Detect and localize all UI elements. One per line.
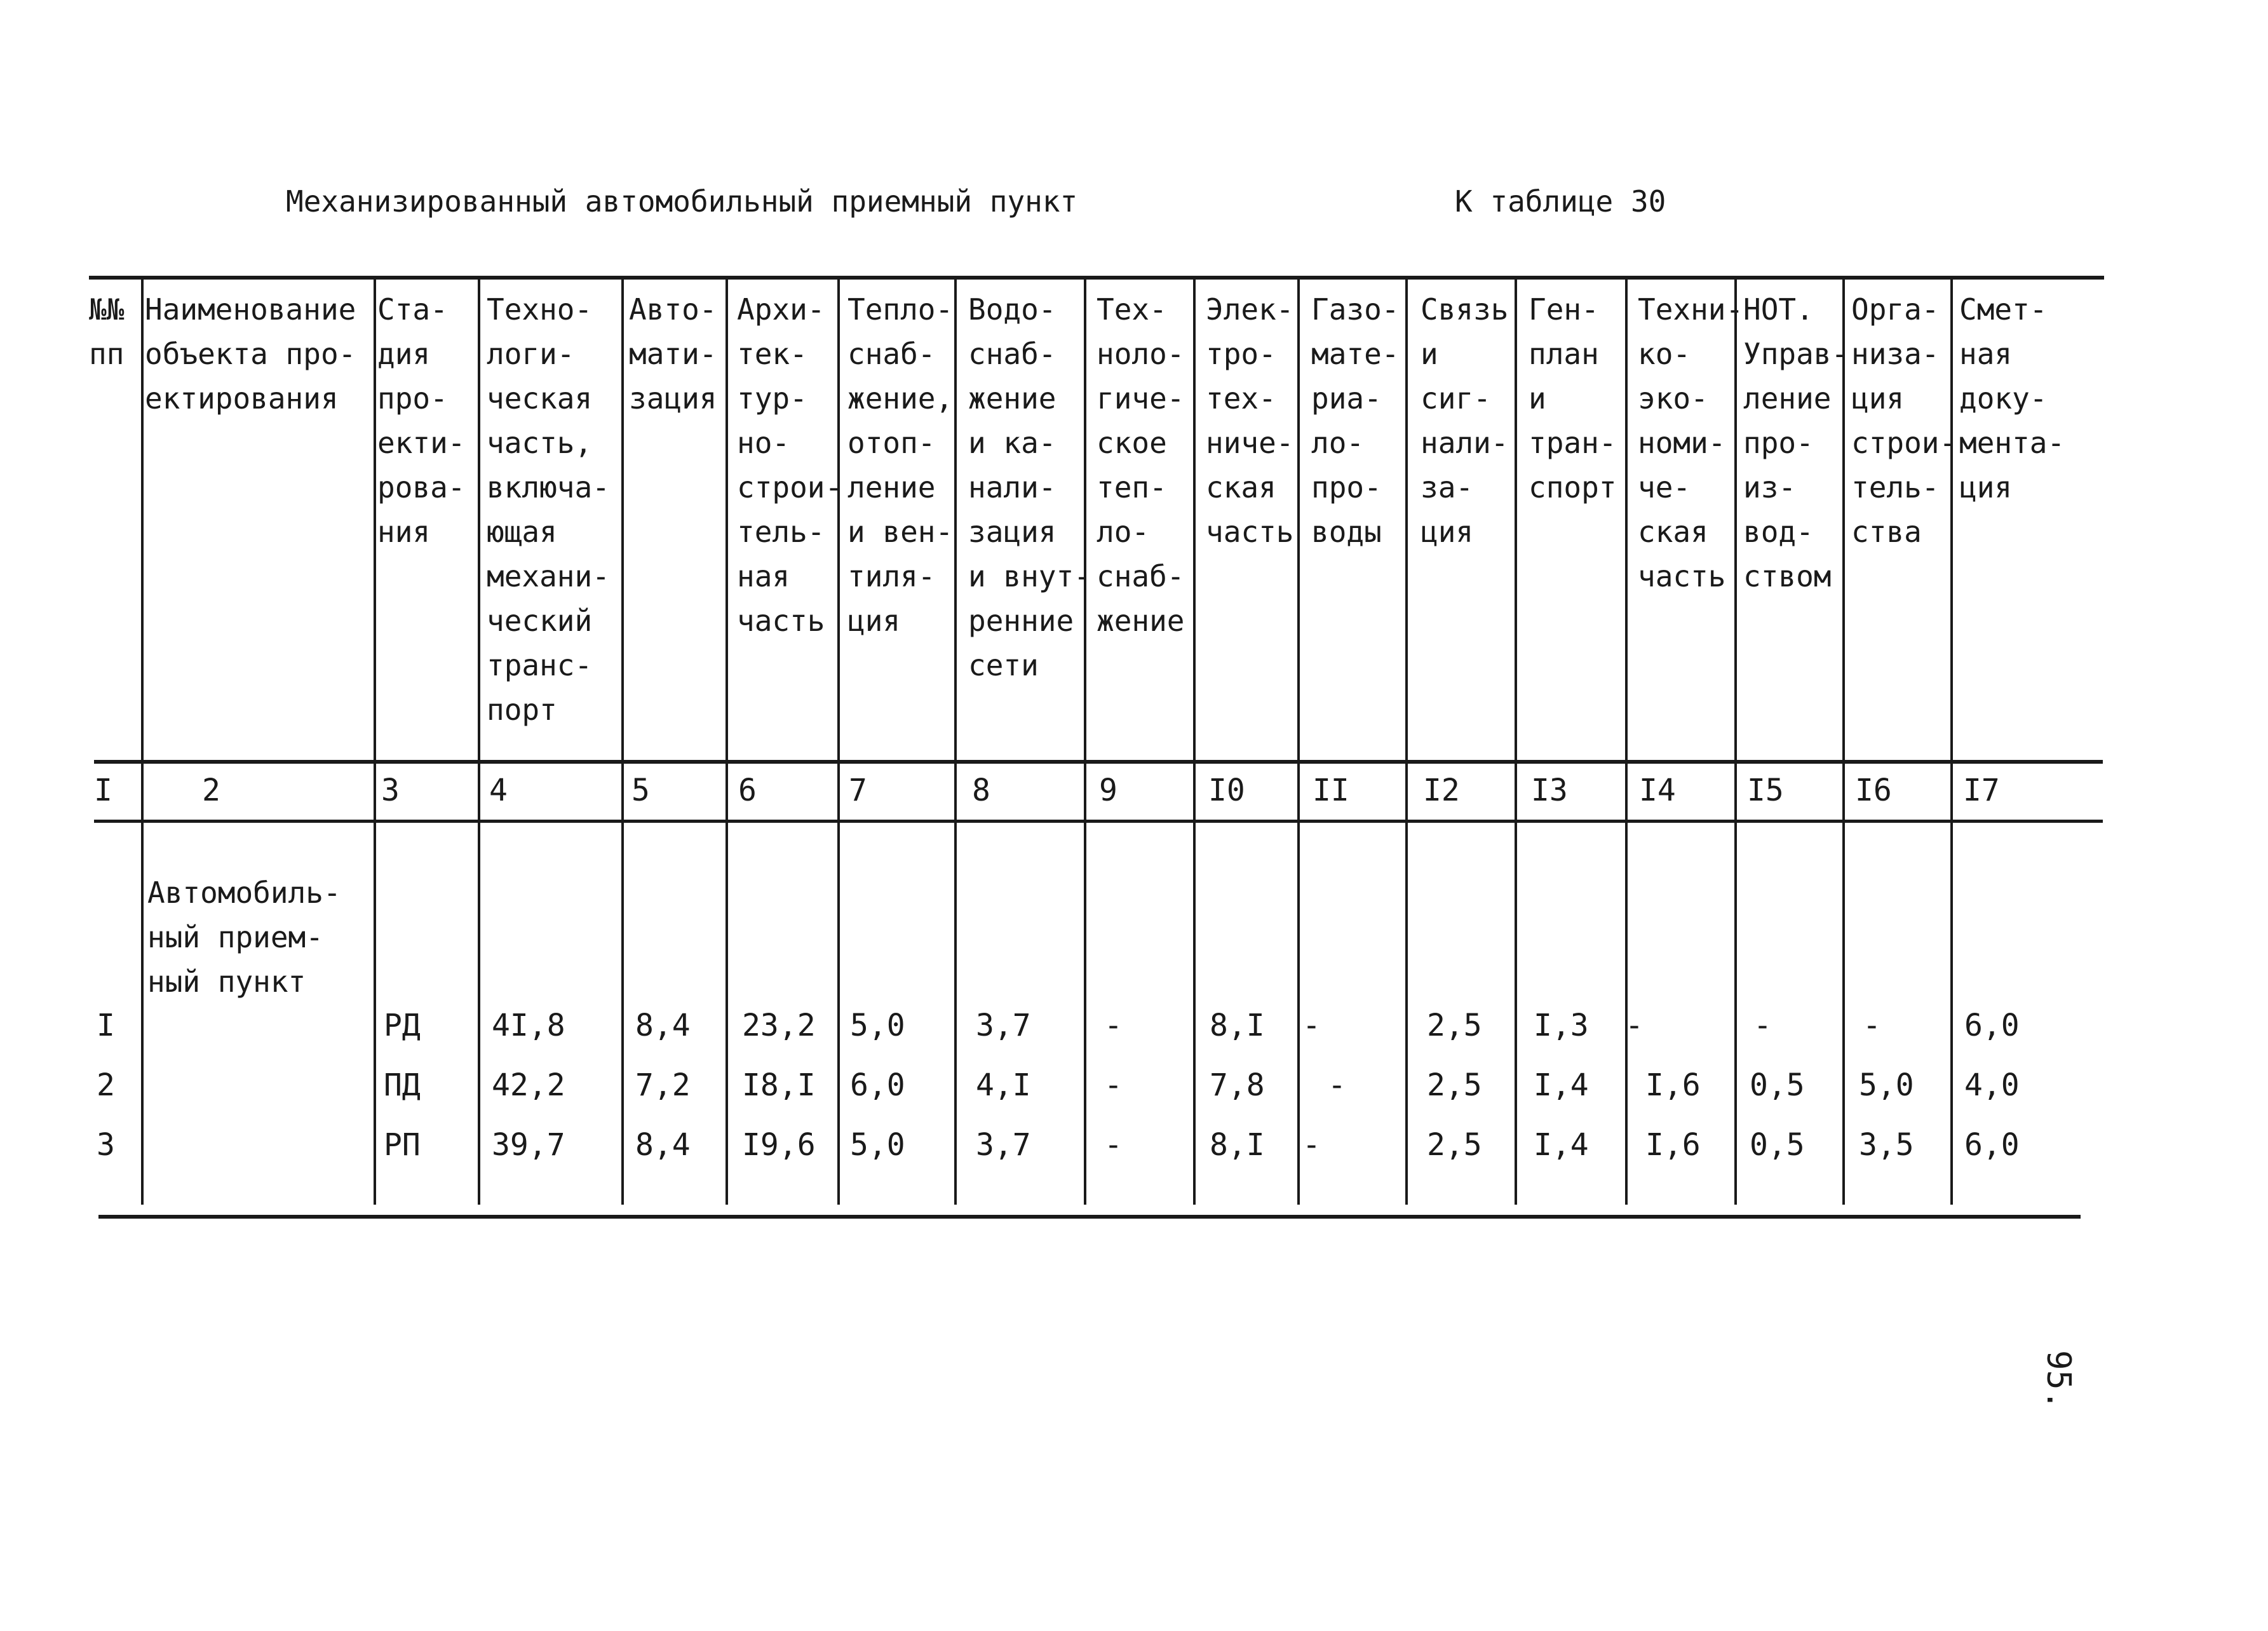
stage-cell: РД: [384, 1008, 421, 1043]
value-cell: 5,0: [1859, 1067, 1914, 1103]
row-number: 3: [97, 1127, 115, 1163]
stage-cell: ПД: [384, 1067, 421, 1103]
column-number: 3: [381, 773, 400, 808]
value-cell: -: [1302, 1127, 1321, 1163]
value-cell: 6,0: [1964, 1008, 2020, 1043]
value-cell: 3,7: [976, 1127, 1031, 1163]
value-cell: -: [1104, 1067, 1123, 1103]
value-cell: -: [1328, 1067, 1346, 1103]
column-number: I2: [1423, 773, 1460, 808]
value-cell: 3,5: [1859, 1127, 1914, 1163]
header-cell-technological: Техно- логи- ческая часть, включа- ющая механи- ческий транс- порт: [487, 292, 610, 727]
header-cell-communications: Связь и сиг- нали- за- ция: [1421, 292, 1509, 549]
value-cell: 6,0: [850, 1067, 905, 1103]
column-number: 4: [489, 773, 508, 808]
header-cell-stage: Ста- дия про- екти- рова- ния: [377, 292, 466, 549]
value-cell: 4I,8: [492, 1008, 565, 1043]
value-cell: I,4: [1534, 1127, 1589, 1163]
table-reference: К таблице 30: [1455, 184, 1666, 219]
value-cell: I,6: [1645, 1067, 1701, 1103]
header-cell-heating: Тепло- снаб- жение, отоп- ление и вен- тиля- ция: [847, 292, 954, 638]
column-number: 6: [738, 773, 757, 808]
value-cell: I8,I: [742, 1067, 816, 1103]
stage-cell: РП: [384, 1127, 421, 1163]
header-cell-process-heat: Тех- ноло- гиче- ское теп- ло- снаб- жение: [1097, 292, 1185, 638]
header-cell-automation: Авто- мати- зация: [629, 292, 717, 416]
header-cell-architectural: Архи- тек- тур- но- строи- тель- ная часть: [737, 292, 843, 638]
value-cell: -: [1753, 1008, 1772, 1043]
column-number: I5: [1747, 773, 1784, 808]
value-cell: 8,4: [635, 1008, 691, 1043]
value-cell: 2,5: [1427, 1008, 1482, 1043]
column-divider: [726, 277, 728, 1205]
object-name-cell: Автомобиль- ный прием- ный пункт: [147, 876, 341, 999]
value-cell: -: [1863, 1008, 1881, 1043]
column-divider: [621, 277, 624, 1205]
header-cell-number: №№ пп: [89, 292, 125, 371]
row-number: I: [97, 1008, 115, 1043]
header-cell-construction-organization: Орга- низа- ция строи- тель- ства: [1851, 292, 1957, 549]
header-cell-electrical: Элек- тро- тех- ниче- ская часть: [1206, 292, 1294, 549]
column-divider: [1625, 277, 1628, 1205]
column-number: 9: [1099, 773, 1117, 808]
column-divider: [478, 277, 480, 1205]
value-cell: 0,5: [1750, 1067, 1805, 1103]
column-number: II: [1313, 773, 1349, 808]
column-divider: [374, 277, 376, 1205]
header-cell-object-name: Наименование объекта про- ектирования: [145, 292, 356, 416]
column-number: 7: [849, 773, 867, 808]
page-number: 95.: [2039, 1350, 2077, 1410]
column-number: 5: [631, 773, 650, 808]
value-cell: -: [1104, 1008, 1123, 1043]
value-cell: 0,5: [1750, 1127, 1805, 1163]
column-divider: [141, 277, 144, 1205]
row-number: 2: [97, 1067, 115, 1103]
column-number: I3: [1531, 773, 1568, 808]
number-row-rule: [94, 820, 2103, 823]
value-cell: 2,5: [1427, 1127, 1482, 1163]
column-number: I4: [1639, 773, 1676, 808]
bottom-rule: [98, 1215, 2081, 1219]
column-divider: [1515, 277, 1517, 1205]
value-cell: 4,0: [1964, 1067, 2020, 1103]
value-cell: 8,4: [635, 1127, 691, 1163]
value-cell: 3,7: [976, 1008, 1031, 1043]
value-cell: 7,8: [1210, 1067, 1265, 1103]
header-cell-water: Водо- снаб- жение и ка- нали- зация и внут- ренние сети: [968, 292, 1091, 682]
value-cell: -: [1625, 1008, 1644, 1043]
value-cell: 8,I: [1210, 1008, 1265, 1043]
column-divider: [954, 277, 957, 1205]
value-cell: I9,6: [742, 1127, 816, 1163]
value-cell: -: [1302, 1008, 1321, 1043]
column-number: I0: [1208, 773, 1245, 808]
top-rule: [89, 276, 2104, 280]
header-cell-production-management: НОТ. Управ- ление про- из- вод- ством: [1743, 292, 1849, 593]
header-cell-economics: Техни- ко- эко- номи- че- ская часть: [1638, 292, 1744, 593]
column-number: I: [94, 773, 112, 808]
value-cell: 42,2: [492, 1067, 565, 1103]
document-title: Механизированный автомобильный приемный пункт: [286, 184, 1078, 219]
header-cell-estimate: Смет- ная доку- мента- ция: [1959, 292, 2065, 504]
column-divider: [1405, 277, 1408, 1205]
header-cell-general-plan: Ген- план и тран- спорт: [1529, 292, 1617, 504]
value-cell: 5,0: [850, 1127, 905, 1163]
column-divider: [1297, 277, 1300, 1205]
column-number: 8: [972, 773, 990, 808]
value-cell: 39,7: [492, 1127, 565, 1163]
value-cell: -: [1104, 1127, 1123, 1163]
header-bottom-rule: [94, 760, 2103, 764]
value-cell: 5,0: [850, 1008, 905, 1043]
header-cell-gas: Газо- мате- риа- ло- про- воды: [1311, 292, 1400, 549]
value-cell: 6,0: [1964, 1127, 2020, 1163]
column-number: I7: [1963, 773, 2000, 808]
value-cell: 23,2: [742, 1008, 816, 1043]
column-divider: [1193, 277, 1196, 1205]
value-cell: I,3: [1534, 1008, 1589, 1043]
column-number: I6: [1855, 773, 1892, 808]
value-cell: 4,I: [976, 1067, 1031, 1103]
value-cell: I,4: [1534, 1067, 1589, 1103]
value-cell: 2,5: [1427, 1067, 1482, 1103]
column-number: 2: [202, 773, 220, 808]
value-cell: I,6: [1645, 1127, 1701, 1163]
value-cell: 8,I: [1210, 1127, 1265, 1163]
value-cell: 7,2: [635, 1067, 691, 1103]
